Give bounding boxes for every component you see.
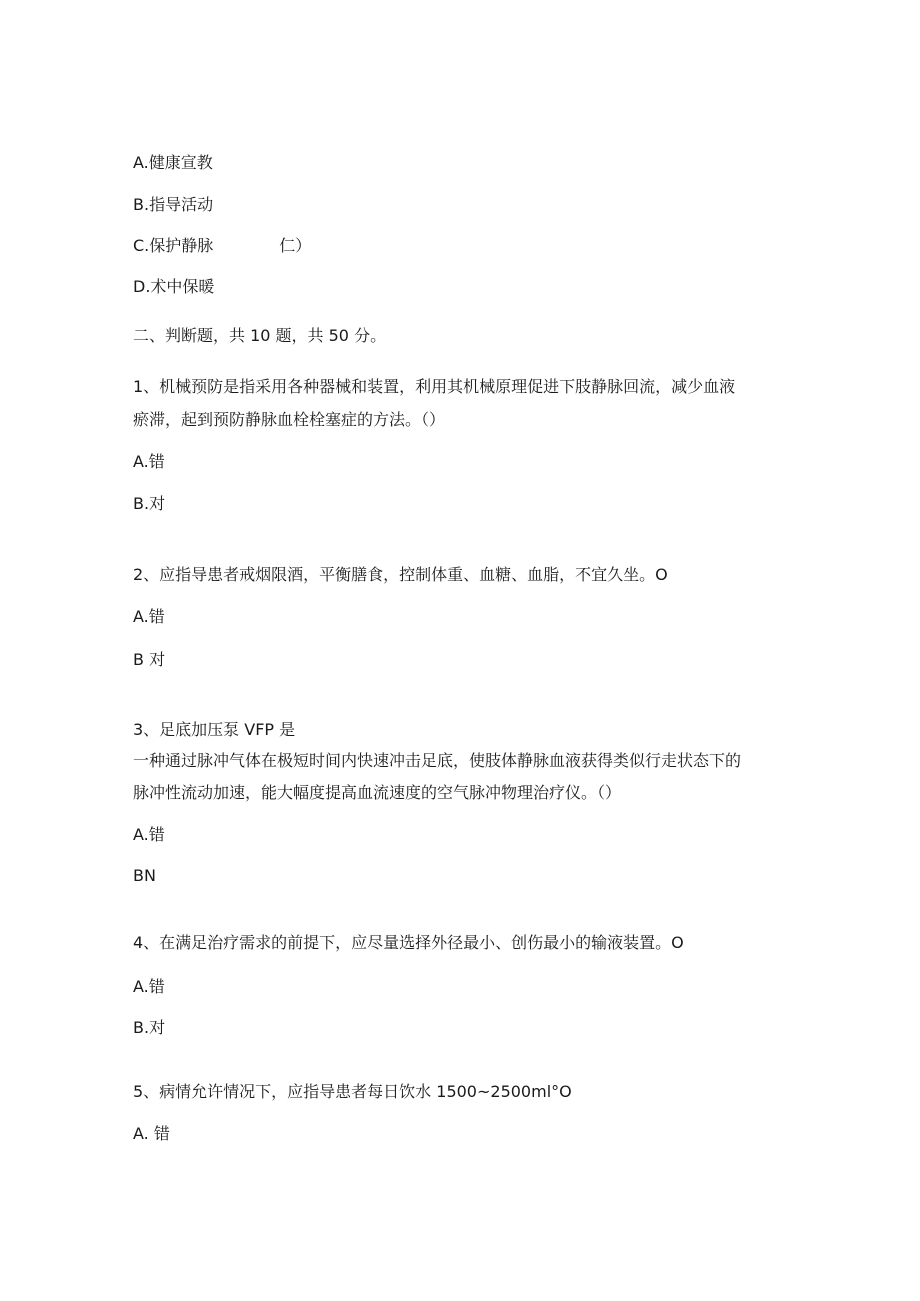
section-heading: 二、判断题，共 10 题，共 50 分。 — [133, 326, 387, 345]
prev-option-c-line — [133, 236, 311, 256]
q4-option-a: A.错 — [133, 977, 165, 996]
q4-text: 4、在满足治疗需求的前提下，应尽量选择外径最小、创伤最小的输液装置。O — [133, 933, 684, 952]
q1-option-a: A.错 — [133, 452, 165, 471]
q5-option-a: A. 错 — [133, 1124, 170, 1143]
q2-text: 2、应指导患者戒烟限酒，平衡膳食，控制体重、血糖、血脂，不宜久坐。O — [133, 565, 668, 584]
prev-option-a: A.健康宣教 — [133, 153, 213, 172]
q3-option-b: BN — [133, 866, 156, 885]
prev-option-b: B.指导活动 — [133, 195, 214, 214]
q2-option-b: B 对 — [133, 650, 166, 669]
prev-option-c: C.保护静脉 — [133, 236, 214, 255]
q3-text-line2: 一种通过脉冲气体在极短时间内快速冲击足底，使肢体静脉血液获得类似行走状态下的 — [133, 751, 742, 770]
q1-text-line2: 瘀滞，起到预防静脉血栓栓塞症的方法。（） — [133, 410, 446, 429]
q3-text-line3: 脉冲性流动加速，能大幅度提高血流速度的空气脉冲物理治疗仪。（） — [133, 783, 622, 802]
q1-option-b: B.对 — [133, 494, 166, 513]
q1-text-line1: 1、机械预防是指采用各种器械和装置，利用其机械原理促进下肢静脉回流，减少血液 — [133, 377, 736, 396]
q2-option-a: A.错 — [133, 607, 165, 626]
prev-option-d: D.术中保暖 — [133, 277, 215, 296]
q5-text: 5、病情允许情况下，应指导患者每日饮水 1500~2500ml°O — [133, 1082, 572, 1101]
q3-option-a: A.错 — [133, 825, 165, 844]
q3-text-line1: 3、足底加压泵 VFP 是 — [133, 720, 296, 739]
prev-option-c-stray: 仁） — [279, 236, 312, 255]
q4-option-b: B.对 — [133, 1018, 166, 1037]
